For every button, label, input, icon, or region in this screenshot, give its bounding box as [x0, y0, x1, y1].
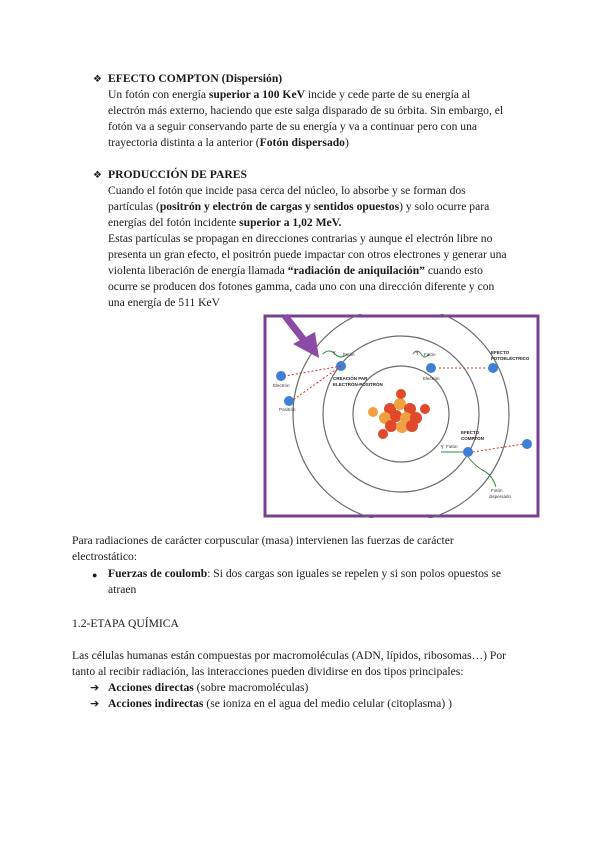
compton-line: electrón más externo, haciendo que este salga disparado de su órbita. Sin embargo, el: [108, 104, 504, 117]
label-positron: Positrón: [279, 407, 296, 412]
label-foton-disp: Fotón: [491, 488, 503, 493]
compton-line: trayectoria distinta a la anterior (Fotón dispersado): [108, 136, 349, 149]
arrow-right-icon: ➔: [90, 681, 100, 694]
compton-title: EFECTO COMPTON (Dispersión): [108, 72, 283, 85]
label-creacion: CREACIÓN PAR: [333, 376, 368, 381]
etapa-line-1: Las células humanas están compuestas por macromoléculas (ADN, lípidos, ribosomas…) Por: [72, 649, 507, 662]
electron-left: [276, 371, 286, 381]
pares-line: Cuando el fotón que incide pasa cerca del núcleo, lo absorbe y se forman dos: [108, 184, 466, 197]
label-foton-disp-2: dispersado: [489, 494, 512, 499]
pares-title: PRODUCCIÓN DE PARES: [108, 168, 247, 181]
pares-paragraph: [108, 183, 538, 311]
pares-line: una energía de 511 KeV: [108, 296, 221, 309]
pares-line: ocurre se producen dos fotones gamma, cada uno con una dirección diferente y con: [108, 280, 495, 293]
label-gamma-3: γ: [441, 444, 444, 450]
label-foton-3: Fotón: [446, 444, 458, 449]
label-creacion-2: ELECTRÓN-POSITRÓN: [333, 382, 383, 387]
label-foton-2: Fotón: [424, 352, 436, 357]
bullet-diamond-icon: ❖: [93, 74, 102, 85]
coulomb-line-2: atraen: [108, 583, 137, 596]
corpuscular-line-1: Para radiaciones de carácter corpuscular (masa) intervienen las fuerzas de carácter: [72, 534, 454, 547]
accion-indirecta: Acciones indirectas (se ioniza en el agua del medio celular (citoplasma) ): [108, 697, 452, 710]
diagram-svg: [263, 314, 540, 518]
positron: [284, 396, 294, 406]
label-efecto-compton-2: COMPTON: [461, 436, 484, 441]
electron-photoelectric: [488, 363, 498, 373]
pares-line: Estas partículas se propagan en direcciones contrarias y aunque el electrón libre no: [108, 232, 493, 245]
label-efecto-compton: EFECTO: [461, 430, 480, 435]
bullet-dot-icon: ●: [92, 570, 98, 580]
section-heading: 1.2-ETAPA QUÍMICA: [72, 617, 179, 630]
coulomb-text: : Si dos cargas son iguales se repelen y si son polos opuestos se: [207, 567, 501, 580]
coulomb-head: Fuerzas de coulomb: [108, 567, 208, 580]
compton-line: Un fotón con energía superior a 100 KeV incide y cede parte de su energía al: [108, 88, 471, 101]
pares-line: energías del fotón incidente superior a 1,02 MeV.: [108, 216, 342, 229]
label-gamma-1: γ: [333, 350, 336, 356]
corpuscular-line-2: electrostático:: [72, 550, 138, 563]
pares-line: partículas (positrón y electrón de cargas y sentidos opuestos) y solo ocurre para: [108, 200, 490, 213]
electron-compton: [463, 447, 473, 457]
arrow-right-icon: ➔: [90, 697, 100, 710]
label-electron-left: Electrón: [273, 383, 290, 388]
label-gamma-2: γ: [416, 350, 419, 356]
label-efecto-foto-2: FOTOELÉCTRICO: [491, 356, 530, 361]
electron-compton-out: [522, 439, 532, 449]
atom-interaction-diagram: [263, 314, 540, 518]
electron-mid: [426, 363, 436, 373]
compton-line: fotón va a seguir conservando parte de su energía y va a continuar pero con una: [108, 120, 478, 133]
label-electron-mid: Electrón: [423, 376, 440, 381]
accion-directa: Acciones directas (sobre macromoléculas): [108, 681, 309, 694]
pares-line: violenta liberación de energía llamada “radiación de aniquilación” cuando esto: [108, 264, 483, 277]
label-foton-1: Fotón: [343, 352, 355, 357]
etapa-line-2: tanto al recibir radiación, las interacciones pueden dividirse en dos tipos principales:: [72, 665, 464, 678]
compton-paragraph: [108, 87, 538, 151]
bullet-diamond-icon: ❖: [93, 170, 102, 181]
pares-line: presenta un gran efecto, el positrón puede impactar con otros electrones y generar una: [108, 248, 507, 261]
label-efecto-foto: EFECTO: [491, 350, 510, 355]
coulomb-bullet: [108, 566, 501, 582]
